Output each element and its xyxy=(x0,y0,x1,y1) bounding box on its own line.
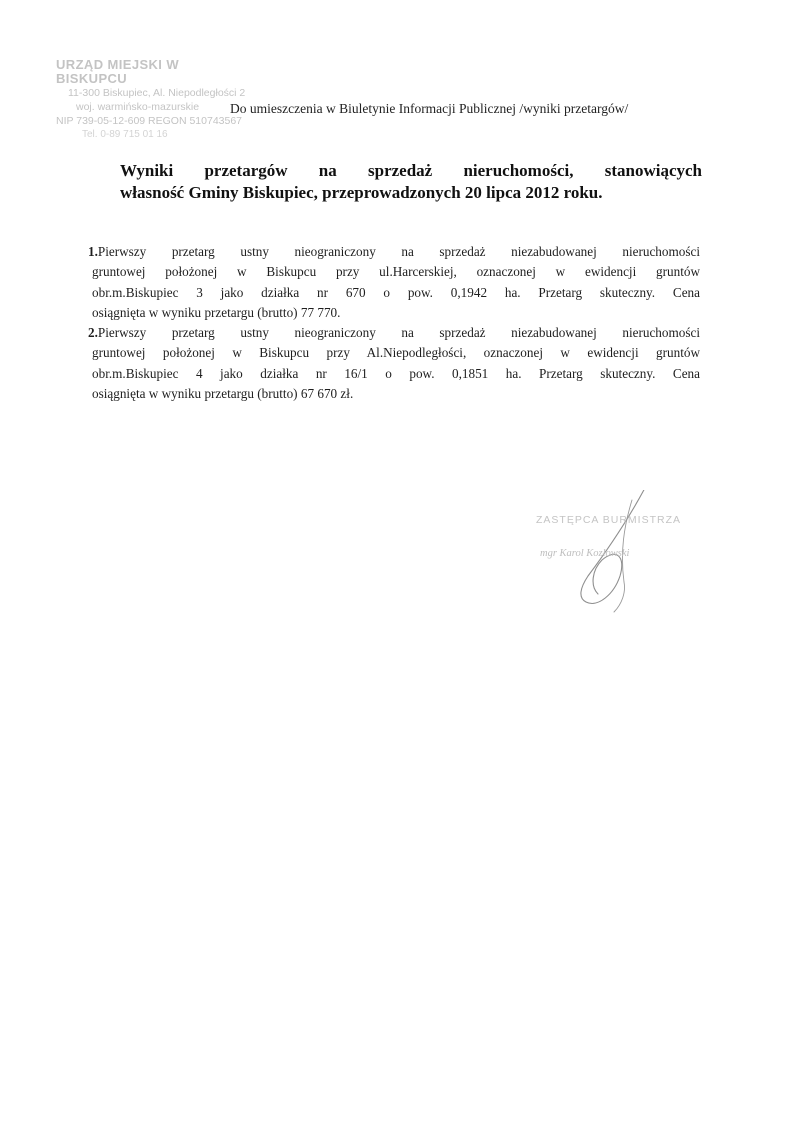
heading-line-2: własność Gminy Biskupiec, przeprowadzonych 20 lipca 2012 roku. xyxy=(120,183,603,202)
office-stamp xyxy=(56,58,252,142)
item-1-line-3: obr.m.Biskupiec 3 jako działka nr 670 o pow. 0,1942 ha. Przetarg skuteczny. Cena xyxy=(92,284,700,300)
stamp-line-address: 11-300 Biskupiec, Al. Niepodległości 2 xyxy=(68,87,246,99)
stamp-line-office: URZĄD MIEJSKI W BISKUPCU xyxy=(56,57,179,86)
stamp-line-region: woj. warmińsko-mazurskie xyxy=(76,101,200,113)
auction-result-item-2 xyxy=(88,323,700,404)
item-2-line-1 xyxy=(88,323,700,343)
signature-block xyxy=(528,490,688,620)
item-1-number: 1. xyxy=(88,244,98,259)
document-heading xyxy=(120,160,702,204)
item-1-text-line-1: Pierwszy przetarg ustny nieograniczony na sprzedaż niezabudowanej nieruchomości xyxy=(97,244,700,259)
heading-line-1: Wyniki przetargów na sprzedaż nieruchomości, stanowiących xyxy=(120,161,702,180)
item-1-line-1 xyxy=(88,242,700,262)
item-2-line-2: gruntowej położonej w Biskupcu przy Al.Niepodległości, oznaczonej w ewidencji gruntów xyxy=(92,345,700,361)
item-2-number: 2. xyxy=(88,325,98,341)
stamp-line-phone: Tel. 0-89 715 01 16 xyxy=(82,129,168,140)
auction-results-list xyxy=(88,242,700,404)
item-1-line-4: osiągnięta w wyniku przetargu (brutto) 77 770. xyxy=(92,304,341,320)
signature-title: ZASTĘPCA BURMISTRZA xyxy=(536,514,682,526)
item-2-line-3: obr.m.Biskupiec 4 jako działka nr 16/1 o pow. 0,1851 ha. Przetarg skuteczny. Cena xyxy=(92,365,700,381)
item-2-text-line-1: Pierwszy przetarg ustny nieograniczony na sprzedaż niezabudowanej nieruchomości xyxy=(97,325,700,341)
item-2-line-4: osiągnięta w wyniku przetargu (brutto) 67 670 zł. xyxy=(92,386,354,402)
signature-name: mgr Karol Kozłowski xyxy=(540,548,630,559)
publication-note: Do umieszczenia w Biuletynie Informacji Publicznej /wyniki przetargów/ xyxy=(230,101,629,116)
item-1-line-2: gruntowej położonej w Biskupcu przy ul.Harcerskiej, oznaczonej w ewidencji gruntów xyxy=(92,264,700,280)
stamp-line-ids: NIP 739-05-12-609 REGON 510743567 xyxy=(56,115,243,127)
auction-result-item-1 xyxy=(88,242,700,323)
